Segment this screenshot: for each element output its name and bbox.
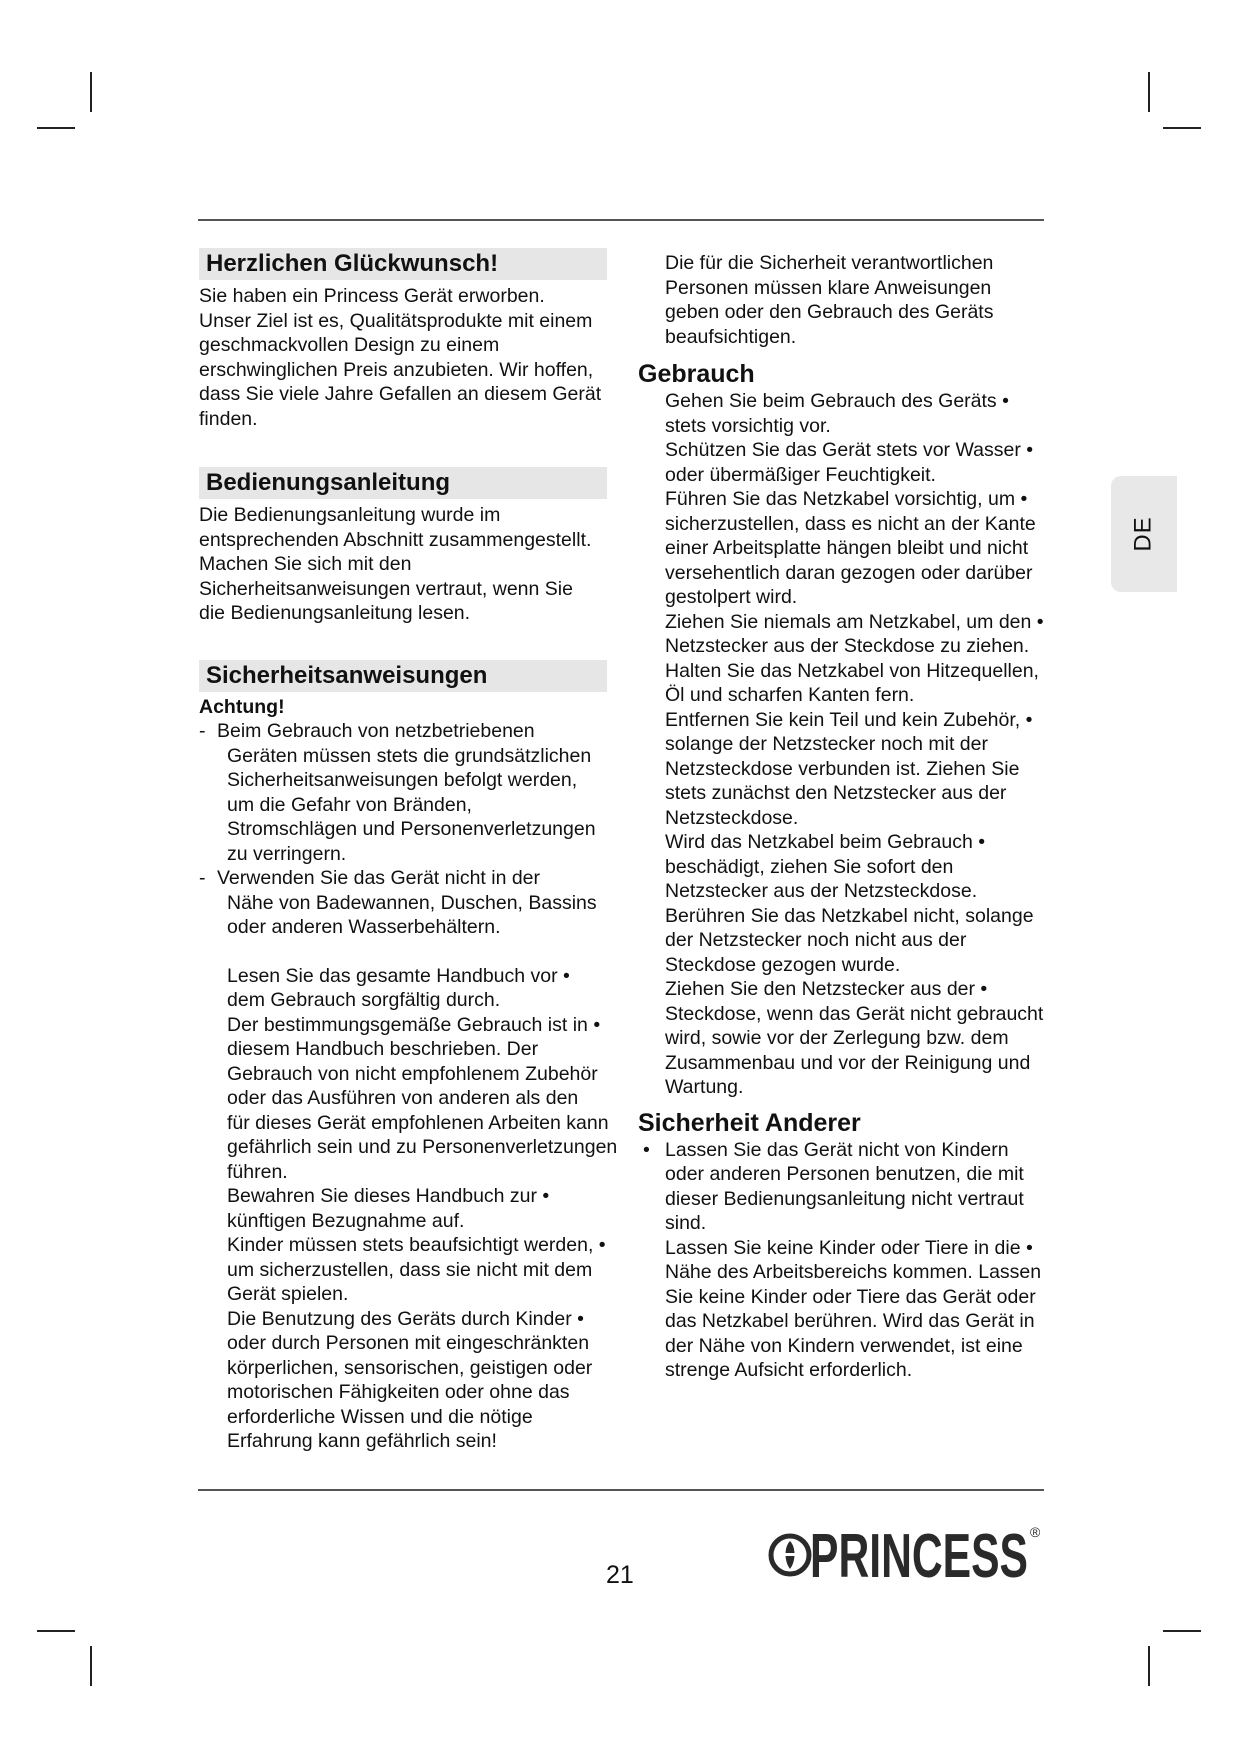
text-line: strenge Aufsicht erforderlich. bbox=[665, 1359, 913, 1381]
heading-use: Gebrauch bbox=[638, 360, 755, 388]
attention-label: Achtung! bbox=[199, 695, 285, 718]
text-line: oder das Ausführen von anderen als den bbox=[227, 1087, 579, 1109]
use-text bbox=[638, 389, 1068, 1100]
text-line: Nähe von Badewannen, Duschen, Bassins bbox=[227, 891, 597, 914]
text-line: Die Bedienungsanleitung wurde im bbox=[199, 504, 501, 526]
text-line: Gerät spielen. bbox=[227, 1283, 349, 1305]
text-line: erforderliche Wissen und die nötige bbox=[227, 1405, 533, 1428]
text-line: der Nähe von Kindern verwendet, ist eine bbox=[665, 1334, 1023, 1357]
text-line: Beim Gebrauch von netzbetriebenen bbox=[217, 720, 535, 742]
text-line: geben oder den Gebrauch des Geräts bbox=[665, 301, 994, 323]
text-line: Ziehen Sie den Netzstecker aus der • bbox=[665, 978, 988, 1000]
text-line: dass Sie viele Jahre Gefallen an diesem Gerät bbox=[199, 383, 602, 405]
text-line: künftigen Bezugnahme auf. bbox=[227, 1209, 465, 1232]
bullet-item bbox=[643, 1138, 1068, 1163]
text-line: Führen Sie das Netzkabel vorsichtig, um • bbox=[665, 488, 1028, 510]
text-line: oder anderen Wasserbehältern. bbox=[227, 916, 501, 938]
text-line: erschwinglichen Preis anzubieten. Wir hoffen, bbox=[199, 358, 594, 381]
text-line: Sie haben ein Princess Gerät erworben. bbox=[199, 285, 545, 307]
right-column bbox=[638, 251, 1068, 1383]
heading-others: Sicherheit Anderer bbox=[638, 1108, 861, 1137]
text-line: gefährlich sein und zu Personenverletzungen bbox=[227, 1136, 618, 1158]
text-line: oder übermäßiger Feuchtigkeit. bbox=[665, 463, 936, 486]
crop-mark bbox=[1148, 72, 1150, 112]
text-line: Sicherheitsanweisungen befolgt werden, bbox=[227, 769, 578, 791]
text-line: Netzsteckdose verbunden ist. Ziehen Sie bbox=[665, 757, 1020, 780]
text-line: Halten Sie das Netzkabel von Hitzequellen, bbox=[665, 659, 1039, 682]
text-line: Kinder müssen stets beaufsichtigt werden, • bbox=[227, 1234, 606, 1256]
text-line: Geräten müssen stets die grundsätzlichen bbox=[227, 744, 592, 767]
text-line: um die Gefahr von Bränden, bbox=[227, 793, 472, 816]
heading-welcome: Herzlichen Glückwunsch! bbox=[199, 248, 607, 280]
text-line: Netzstecker aus der Steckdose zu ziehen. bbox=[665, 635, 1030, 657]
language-tab bbox=[1111, 476, 1177, 592]
crown-emblem-icon bbox=[771, 1536, 809, 1574]
text-line: führen. bbox=[227, 1160, 288, 1183]
text-line: Machen Sie sich mit den bbox=[199, 553, 412, 575]
text-line: Netzstecker aus der Netzsteckdose. bbox=[665, 880, 978, 902]
text-line: Lassen Sie keine Kinder oder Tiere in die • bbox=[665, 1236, 1033, 1259]
text-line: oder anderen Personen benutzen, die mit bbox=[665, 1163, 1024, 1185]
text-line: Steckdose gezogen wurde. bbox=[665, 953, 901, 976]
bullet-mark: • bbox=[643, 1138, 650, 1161]
heading-safety: Sicherheitsanweisungen bbox=[199, 660, 607, 692]
text-line: stets zunächst den Netzstecker aus der bbox=[665, 782, 1007, 804]
crop-mark bbox=[90, 1646, 92, 1686]
text-line: Lassen Sie das Gerät nicht von Kindern bbox=[665, 1138, 1009, 1161]
text-line: Wartung. bbox=[665, 1076, 744, 1098]
crop-mark bbox=[1163, 127, 1201, 129]
safety-list bbox=[199, 964, 631, 1454]
text-line: einer Arbeitsplatte hängen bleibt und nicht bbox=[665, 537, 1029, 559]
text-line: Zusammenbau und vor der Reinigung und bbox=[665, 1051, 1031, 1074]
text-line: dem Gebrauch sorgfältig durch. bbox=[227, 989, 501, 1011]
crop-mark bbox=[90, 72, 92, 112]
text-line: beschädigt, ziehen Sie sofort den bbox=[665, 855, 954, 878]
text-line: körperlichen, sensorischen, geistigen oder bbox=[227, 1356, 593, 1379]
dash-mark: - bbox=[199, 720, 206, 742]
text-line: Gehen Sie beim Gebrauch des Geräts • bbox=[665, 390, 1009, 412]
text-line: Bewahren Sie dieses Handbuch zur • bbox=[227, 1185, 550, 1207]
text-line: die Bedienungsanleitung lesen. bbox=[199, 602, 471, 624]
text-line: Der bestimmungsgemäße Gebrauch ist in • bbox=[227, 1013, 601, 1036]
intro-text bbox=[638, 251, 1068, 349]
text-line: gestolpert wird. bbox=[665, 586, 798, 608]
crop-mark bbox=[1148, 1646, 1150, 1686]
text-line: für dieses Gerät empfohlenen Arbeiten kann bbox=[227, 1111, 609, 1134]
text-line: Nähe des Arbeitsbereichs kommen. Lassen bbox=[665, 1261, 1042, 1283]
text-line: dieser Bedienungsanleitung nicht vertraut bbox=[665, 1187, 1024, 1210]
others-text bbox=[638, 1138, 1068, 1383]
text-line: Sicherheitsanweisungen vertraut, wenn Sie bbox=[199, 577, 573, 600]
text-line: Steckdose, wenn das Gerät nicht gebraucht bbox=[665, 1002, 1044, 1025]
text-line: Ziehen Sie niemals am Netzkabel, um den • bbox=[665, 610, 1044, 633]
welcome-text bbox=[199, 284, 631, 431]
text-line: Berühren Sie das Netzkabel nicht, solange bbox=[665, 904, 1034, 927]
page-number: 21 bbox=[606, 1561, 634, 1589]
dash-item bbox=[199, 719, 631, 866]
text-line: entsprechenden Abschnitt zusammengestellt. bbox=[199, 528, 592, 551]
top-rule bbox=[198, 219, 1044, 221]
text-line: versehentlich daran gezogen oder darüber bbox=[665, 561, 1033, 584]
text-line: Stromschlägen und Personenverletzungen bbox=[227, 818, 596, 840]
bottom-rule bbox=[198, 1489, 1044, 1491]
princess-logo bbox=[766, 1515, 1046, 1595]
text-line: finden. bbox=[199, 407, 258, 430]
logo-text: PRINCESS bbox=[810, 1522, 1028, 1591]
text-line: Personen müssen klare Anweisungen bbox=[665, 276, 992, 299]
text-line: Wird das Netzkabel beim Gebrauch • bbox=[665, 831, 986, 853]
text-line: der Netzstecker noch nicht aus der bbox=[665, 929, 967, 951]
left-column bbox=[199, 248, 631, 1454]
text-line: sicherzustellen, dass es nicht an der Kante bbox=[665, 512, 1036, 535]
text-line: Die für die Sicherheit verantwortlichen bbox=[665, 252, 994, 274]
text-line: um sicherzustellen, dass sie nicht mit dem bbox=[227, 1258, 593, 1281]
text-line: Die Benutzung des Geräts durch Kinder • bbox=[227, 1307, 584, 1330]
registered-mark: ® bbox=[1030, 1524, 1041, 1540]
text-line: das Netzkabel berühren. Wird das Gerät in bbox=[665, 1310, 1035, 1332]
crop-mark bbox=[37, 1630, 75, 1632]
logo-graphic bbox=[766, 1515, 1046, 1595]
text-line: Lesen Sie das gesamte Handbuch vor • bbox=[227, 964, 570, 987]
text-line: Entfernen Sie kein Teil und kein Zubehör, • bbox=[665, 708, 1033, 731]
text-line: wird, sowie vor der Zerlegung bzw. dem bbox=[665, 1027, 1009, 1049]
dash-mark: - bbox=[199, 867, 206, 889]
crop-mark bbox=[1163, 1630, 1201, 1632]
text-line: oder durch Personen mit eingeschränkten bbox=[227, 1332, 590, 1354]
text-line: Schützen Sie das Gerät stets vor Wasser • bbox=[665, 439, 1034, 461]
dash-item bbox=[199, 866, 631, 940]
text-line: beaufsichtigen. bbox=[665, 325, 797, 348]
text-line: Verwenden Sie das Gerät nicht in der bbox=[217, 867, 541, 889]
text-line: Öl und scharfen Kanten fern. bbox=[665, 684, 915, 706]
text-line: Erfahrung kann gefährlich sein! bbox=[227, 1430, 497, 1452]
manual-text bbox=[199, 503, 631, 626]
text-line: Sie keine Kinder oder Tiere das Gerät oder bbox=[665, 1285, 1036, 1308]
text-line: Unser Ziel ist es, Qualitätsprodukte mit einem bbox=[199, 309, 593, 332]
text-line: Netzsteckdose. bbox=[665, 806, 799, 829]
text-line: Gebrauch von nicht empfohlenem Zubehör bbox=[227, 1062, 598, 1085]
text-line: stets vorsichtig vor. bbox=[665, 414, 831, 437]
text-line: geschmackvollen Design zu einem bbox=[199, 334, 500, 356]
language-tab-label: DE bbox=[1130, 516, 1157, 552]
text-line: solange der Netzstecker noch mit der bbox=[665, 733, 988, 755]
text-line: sind. bbox=[665, 1212, 707, 1234]
text-line: zu verringern. bbox=[227, 842, 347, 865]
text-line: diesem Handbuch beschrieben. Der bbox=[227, 1038, 539, 1060]
text-line: motorischen Fähigkeiten oder ohne das bbox=[227, 1381, 570, 1403]
crop-mark bbox=[37, 127, 75, 129]
heading-manual: Bedienungsanleitung bbox=[199, 467, 607, 499]
